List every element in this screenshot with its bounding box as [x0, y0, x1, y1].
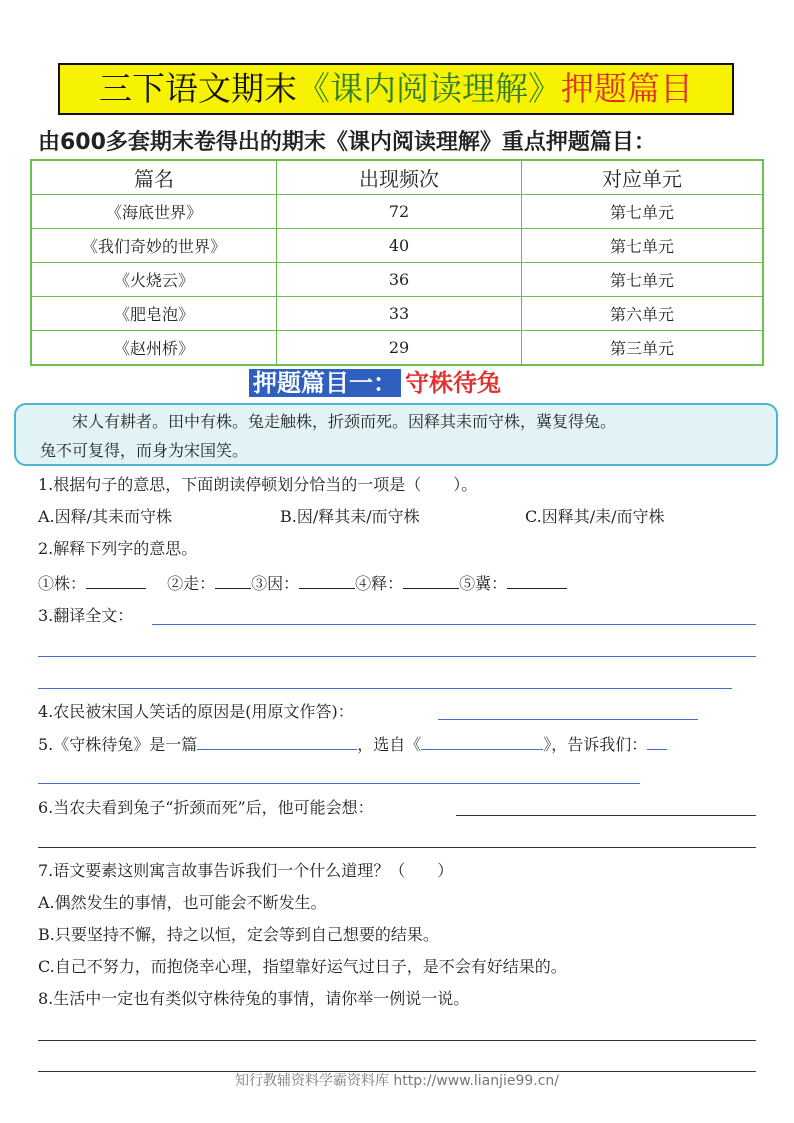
- section-heading: [249, 366, 501, 400]
- q7-option-a: A.偶然发生的事情，也可能会不断发生。: [38, 893, 327, 912]
- q2-item-3-label: ③因：: [251, 574, 300, 593]
- cell-unit: 第三单元: [522, 331, 764, 366]
- q5-part-1: 5.《守株待兔》是一篇: [38, 735, 198, 754]
- answer-blank[interactable]: [215, 572, 251, 589]
- cell-unit: 第六单元: [522, 297, 764, 331]
- question-7: 7.语文要素这则寓言故事告诉我们一个什么道理？（ ）: [38, 861, 454, 880]
- q2-item-5-label: ⑤冀：: [459, 574, 508, 593]
- cell-title: 《肥皂泡》: [31, 297, 277, 331]
- answer-line[interactable]: [152, 624, 756, 625]
- table-row: [31, 195, 763, 229]
- cell-unit: 第七单元: [522, 263, 764, 297]
- subtitle: 由600多套期末卷得出的期末《课内阅读理解》重点押题篇目：: [38, 130, 656, 155]
- table-row: [31, 297, 763, 331]
- q2-item-1-label: ①株：: [38, 574, 87, 593]
- cell-title: 《海底世界》: [31, 195, 277, 229]
- title-part-grade: 三下语文期末: [99, 69, 297, 108]
- answer-line[interactable]: [38, 656, 756, 657]
- page-title: [58, 63, 734, 115]
- passage-line-1: 宋人有耕者。田中有株。兔走触株，折颈而死。因释其耒而守株，冀复得兔。: [72, 412, 617, 431]
- answer-line[interactable]: [38, 1040, 756, 1041]
- question-3: 3.翻译全文：: [38, 606, 134, 625]
- reading-passage: [14, 403, 778, 466]
- question-6: 6.当农夫看到兔子“折颈而死”后，他可能会想：: [38, 798, 374, 817]
- column-header-frequency: 出现频次: [277, 160, 522, 195]
- answer-line[interactable]: [38, 688, 732, 689]
- cell-frequency: 72: [277, 195, 522, 229]
- q5-part-2: ，选自《: [357, 735, 422, 754]
- q7-option-c: C.自己不努力，而抱侥幸心理，指望靠好运气过日子，是不会有好结果的。: [38, 957, 567, 976]
- table-header-row: [31, 160, 763, 195]
- cell-title: 《赵州桥》: [31, 331, 277, 366]
- question-2: 2.解释下列字的意思。: [38, 539, 198, 558]
- question-8: 8.生活中一定也有类似守株待兔的事情，请你举一例说一说。: [38, 989, 470, 1008]
- footer-source: 知行教辅资料学霸资料库 http://www.lianjie99.cn/: [234, 1073, 560, 1089]
- answer-blank[interactable]: [86, 572, 146, 589]
- section-label: 押题篇目一：: [249, 369, 401, 397]
- answer-blank[interactable]: [647, 733, 667, 750]
- q5-part-3: 》，告诉我们：: [543, 735, 648, 754]
- cell-frequency: 36: [277, 263, 522, 297]
- frequency-table: [30, 159, 764, 366]
- q7-option-b: B.只要坚持不懈，持之以恒，定会等到自己想要的结果。: [38, 925, 439, 944]
- title-part-topic: 《课内阅读理解》: [297, 69, 561, 108]
- answer-line[interactable]: [38, 783, 640, 784]
- table-row: [31, 263, 763, 297]
- column-header-unit: 对应单元: [522, 160, 764, 195]
- cell-title: 《我们奇妙的世界》: [31, 229, 277, 263]
- cell-unit: 第七单元: [522, 229, 764, 263]
- passage-line-2: 兔不可复得，而身为宋国笑。: [40, 441, 249, 460]
- q2-items: [38, 572, 567, 595]
- cell-title: 《火烧云》: [31, 263, 277, 297]
- table-row: [31, 229, 763, 263]
- column-header-title: 篇名: [31, 160, 277, 195]
- question-5: [38, 733, 667, 756]
- cell-frequency: 40: [277, 229, 522, 263]
- q1-option-a: A.因释/其耒而守株: [38, 507, 173, 526]
- cell-frequency: 29: [277, 331, 522, 366]
- answer-blank[interactable]: [421, 733, 543, 750]
- answer-blank[interactable]: [299, 572, 355, 589]
- answer-line[interactable]: [456, 815, 756, 816]
- q1-option-b: B.因/释其耒/而守株: [280, 507, 420, 526]
- question-4: 4.农民被宋国人笑话的原因是(用原文作答)：: [38, 702, 354, 721]
- answer-line[interactable]: [38, 847, 756, 848]
- cell-frequency: 33: [277, 297, 522, 331]
- q1-option-c: C.因释其/耒/而守株: [525, 507, 665, 526]
- answer-blank[interactable]: [507, 572, 567, 589]
- title-part-predict: 押题篇目: [561, 69, 693, 108]
- cell-unit: 第七单元: [522, 195, 764, 229]
- section-story-name: 守株待兔: [405, 369, 501, 397]
- q2-item-2-label: ②走：: [167, 574, 216, 593]
- table-row: [31, 331, 763, 366]
- answer-line[interactable]: [438, 719, 698, 720]
- answer-blank[interactable]: [197, 733, 357, 750]
- question-1: 1.根据句子的意思，下面朗读停顿划分恰当的一项是（ ）。: [38, 475, 478, 494]
- answer-blank[interactable]: [403, 572, 459, 589]
- q2-item-4-label: ④释：: [355, 574, 404, 593]
